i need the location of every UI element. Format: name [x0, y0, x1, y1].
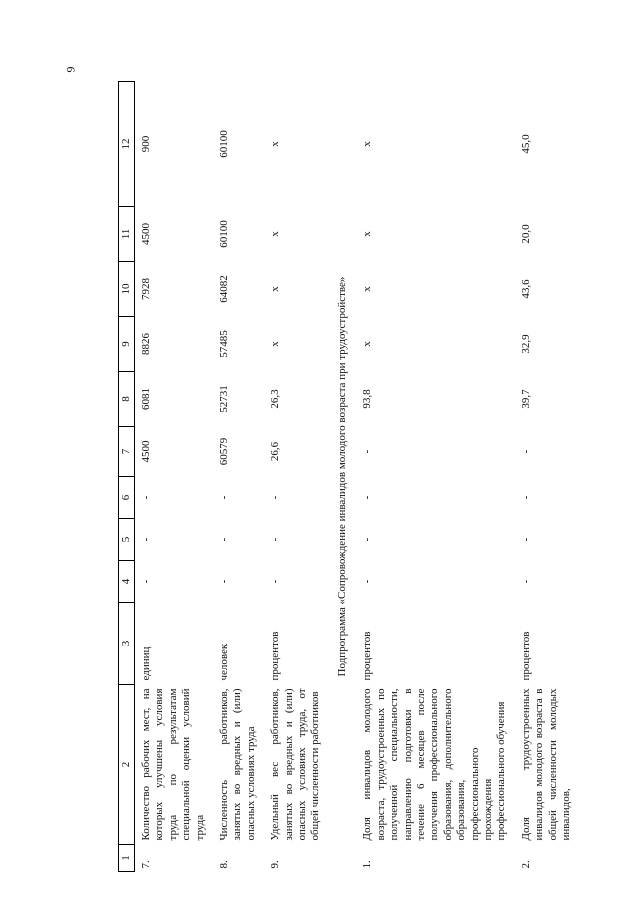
col-header: 4 — [119, 561, 135, 603]
value-cell: - — [269, 495, 282, 500]
value-cell: 93,8 — [361, 389, 374, 409]
indicator-name: Доля трудоустроенных инвалидов молодого возраста в общей численности молодых инвалидов, — [519, 688, 572, 841]
row-number: 9. — [269, 860, 282, 869]
indicator-name: Доля инвалидов молодого возраста, трудоустроенных по полученной специальности, направлению подготовки в течение 6 месяцев после получения профессионального образования, дополнительного образования, профессионального прохождения профессионального обучения — [361, 688, 508, 841]
value-cell: - — [140, 579, 152, 584]
value-cell: 4500 — [140, 440, 152, 463]
col-header: 6 — [119, 477, 135, 519]
value-cell: - — [361, 537, 374, 542]
col-header: 2 — [119, 685, 135, 845]
table-row — [213, 82, 264, 872]
value-cell: x — [269, 141, 282, 147]
col-header: 12 — [119, 82, 135, 207]
indicator-name: Численность работников, занятых во вредных и (или) опасных условиях труда — [218, 688, 257, 841]
value-cell: - — [519, 449, 532, 454]
col-header: 1 — [119, 845, 135, 872]
row-number: 1. — [361, 860, 374, 869]
value-cell: - — [519, 579, 532, 584]
col-header: 5 — [119, 519, 135, 561]
value-cell: 60579 — [218, 437, 231, 466]
value-cell: 900 — [140, 135, 152, 153]
row-number: 8. — [218, 860, 231, 869]
value-cell: - — [218, 537, 231, 542]
value-cell: - — [140, 495, 152, 500]
value-cell: 39,7 — [519, 389, 532, 409]
table-row — [135, 82, 214, 872]
value-cell: - — [519, 537, 532, 542]
subprogram-row — [329, 82, 356, 872]
col-header: 7 — [119, 427, 135, 477]
value-cell: 6081 — [140, 388, 152, 410]
value-cell: x — [361, 231, 374, 237]
value-cell: - — [361, 449, 374, 454]
indicator-name: Количество рабочих мест, на которых улучшены условия труда по результатам специальной оценки условий труда — [140, 688, 206, 841]
header-row — [119, 82, 135, 872]
page-number: 9 — [63, 66, 78, 73]
value-cell: 4500 — [140, 223, 152, 245]
value-cell: - — [361, 495, 374, 500]
value-cell: 32,9 — [519, 334, 532, 354]
value-cell: 26,6 — [269, 441, 282, 462]
col-header: 11 — [119, 207, 135, 262]
value-cell: x — [361, 141, 374, 147]
rotated-table-container — [118, 82, 572, 872]
value-cell: - — [218, 495, 231, 500]
value-cell: 8826 — [140, 333, 152, 355]
value-cell: - — [269, 537, 282, 542]
col-header: 10 — [119, 262, 135, 317]
value-cell: 60100 — [218, 130, 231, 158]
value-cell: - — [361, 579, 374, 584]
value-cell: x — [269, 341, 282, 347]
value-cell: 26,3 — [269, 389, 282, 409]
value-cell: 43,6 — [519, 279, 532, 299]
value-cell: x — [269, 286, 282, 292]
unit-cell: человек — [218, 643, 231, 681]
col-header: 8 — [119, 372, 135, 427]
value-cell: x — [361, 341, 374, 347]
unit-cell: процентов — [519, 631, 532, 681]
value-cell: 7928 — [140, 278, 152, 300]
subprogram-title: Подпрограмма «Сопровождение инвалидов молодого возраста при трудоустройстве» — [335, 276, 348, 677]
col-header: 9 — [119, 317, 135, 372]
col-header: 3 — [119, 603, 135, 685]
unit-cell: процентов — [269, 631, 282, 681]
table-row — [515, 82, 580, 872]
unit-cell: единиц — [140, 646, 152, 681]
table-row — [264, 82, 329, 872]
value-cell: 60100 — [218, 220, 231, 248]
value-cell: x — [269, 231, 282, 237]
value-cell: 52731 — [218, 385, 231, 413]
row-number: 2. — [519, 860, 532, 869]
value-cell: 45,0 — [519, 134, 532, 154]
value-cell: 64082 — [218, 275, 231, 303]
value-cell: 57485 — [218, 330, 231, 358]
value-cell: - — [269, 579, 282, 584]
value-cell: - — [140, 537, 152, 542]
indicator-table — [118, 81, 579, 872]
value-cell: 20,0 — [519, 224, 532, 244]
unit-cell: процентов — [361, 631, 374, 681]
value-cell: - — [519, 495, 532, 500]
table-row — [356, 82, 514, 872]
value-cell: x — [361, 286, 374, 292]
value-cell: - — [218, 579, 231, 584]
row-number: 7. — [140, 860, 152, 869]
indicator-name: Удельный вес работников, занятых во вредных и (или) опасных условиях труда, от общей численности работников — [269, 688, 322, 841]
